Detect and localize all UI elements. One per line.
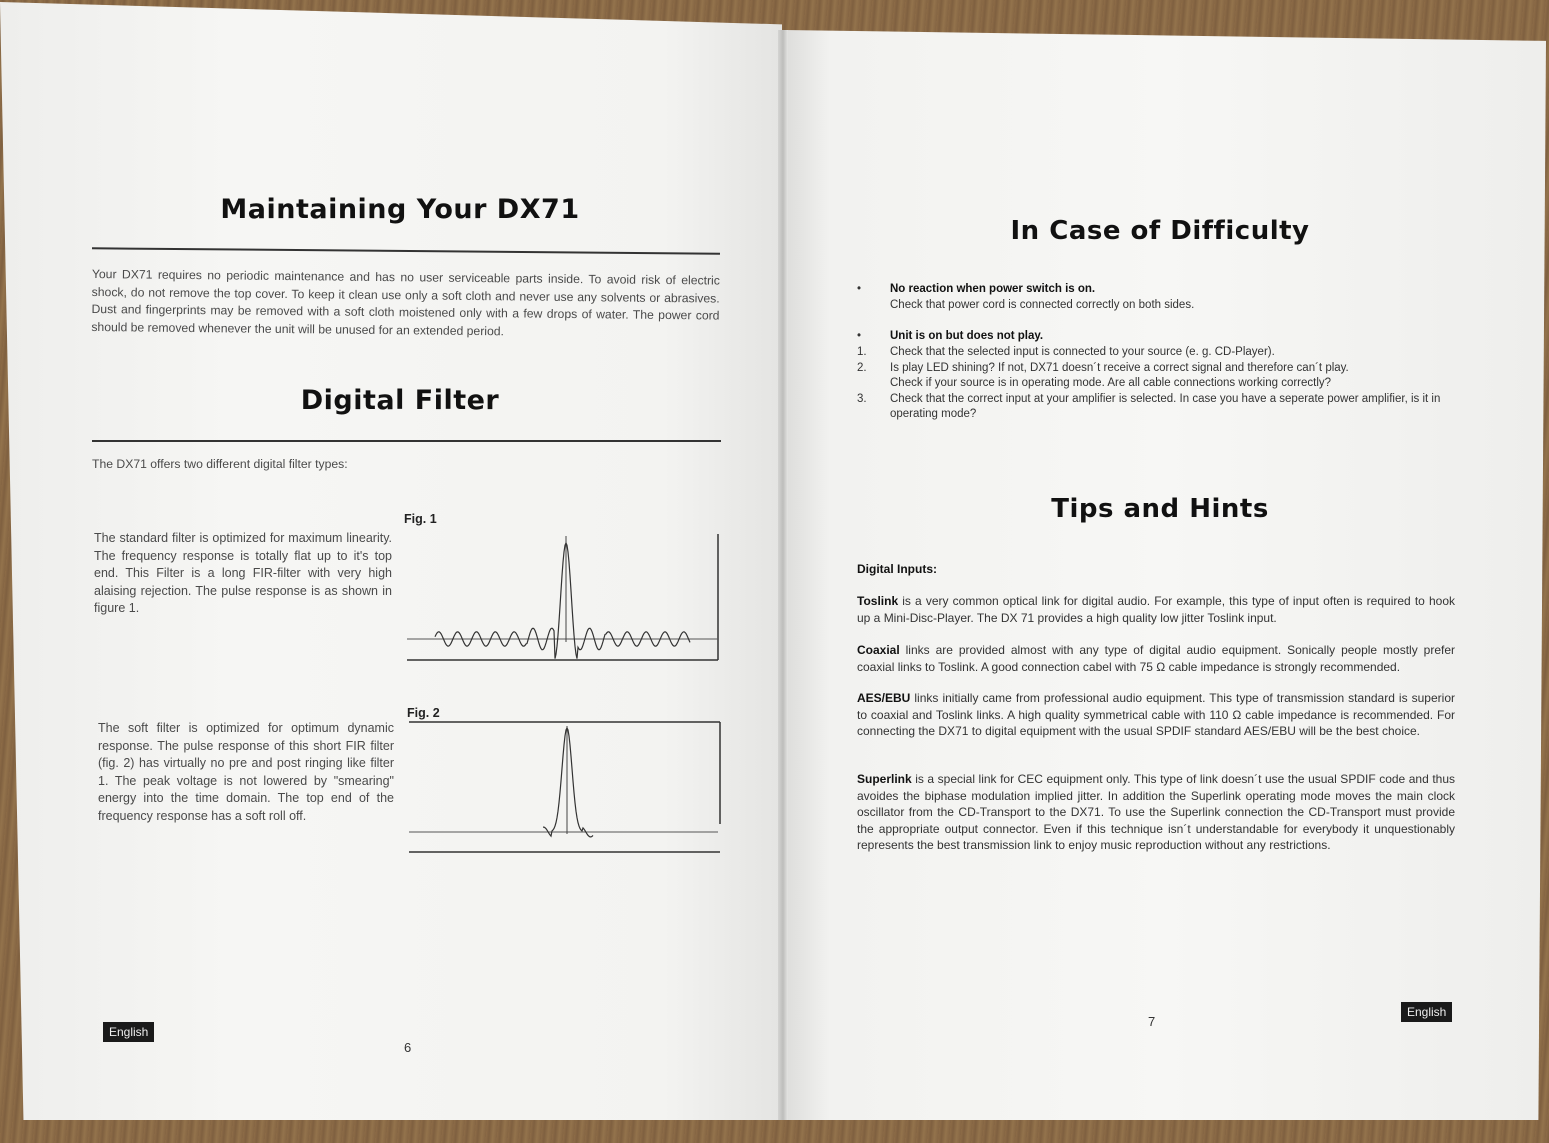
tip-toslink-title: Toslink [857, 594, 899, 608]
difficulty-item-2 [857, 329, 1497, 345]
step-text: Is play LED shining? If not, DX71 doesn´t receive a correct signal and therefore can´t play. [890, 361, 1349, 374]
difficulty-item-1-text: Check that power cord is connected correctly on both sides. [890, 299, 1195, 311]
fig2-pulse-response-plot [407, 718, 723, 856]
maintaining-text: Your DX71 requires no periodic maintenance and has no user serviceable parts inside. To avoid risk of electric shock, do not remove the top cover. To keep it clean use only a soft cloth and never use any solvents or abrasives. Dust and fingerprints may be removed with a soft cloth moistened only with a few drops of water. The power cord should be removed whenever the unit will be unused for an extended period. [91, 266, 720, 338]
step-number: 1. [857, 346, 867, 358]
language-badge-right: English [1401, 1002, 1452, 1022]
tip-coaxial-text: links are provided almost with any type of digital audio equipment. Sonically people mostly prefer coaxial links to Toslink. A good connection cabel with 75 Ω cable impedance is strongly recommended. [857, 643, 1455, 674]
step-text: Check that the correct input at your amplifier is selected. In case you have a seperate power amplifier, is it in [890, 392, 1441, 405]
page-number-right: 7 [1148, 1014, 1156, 1029]
bullet-icon: • [857, 330, 862, 342]
tip-coaxial-title: Coaxial [857, 643, 900, 657]
page-number-left: 6 [404, 1040, 412, 1055]
step-number: 3. [857, 392, 867, 405]
tip-coaxial [857, 642, 1455, 675]
tip-aes-ebu [857, 690, 1455, 740]
tip-superlink-text: is a special link for CEC equipment only. This type of link doesn´t use the usual SPDIF code and thus avoides the biphase modulation implied jitter. In addition the Superlink operating mode moves the main clock oscillator from the CD-Transport to the DX71. To use the Superlink connection the CD-Transport must provide the appropriate output connector. Even if this technique isn´t understandable for everybody it unquestionably represents the best transmission link to enjoy music reproduction without any restrictions. [857, 772, 1455, 852]
fig1-label: Fig. 1 [404, 512, 437, 526]
tips-heading: Tips and Hints [1051, 494, 1269, 524]
tip-toslink-text: is a very common optical link for digital audio. For example, this type of input often is required to hook up a Mini-Disc-Player. The DX 71 provides a high quality low jitter Toslink input. [857, 594, 1455, 625]
difficulty-step [857, 376, 1497, 391]
digital-inputs-subheading: Digital Inputs: [857, 562, 937, 576]
difficulty-step [857, 345, 1497, 360]
step-text: Check if your source is in operating mode. Are all cable connections working correctly? [890, 377, 1332, 389]
fig1-pulse-response-plot [405, 530, 723, 666]
difficulty-item-2-title: Unit is on but does not play. [890, 330, 1044, 342]
fig2-description: The soft filter is optimized for optimum dynamic response. The pulse response of this short FIR filter (fig. 2) has virtually no pre and post ringing like filter 1. The peak voltage is not lowered by "smearing" energy into the time domain. The top end of the frequency response has a soft roll off. [98, 721, 394, 823]
bullet-icon: • [857, 283, 862, 295]
digital-filter-heading: Digital Filter [300, 385, 500, 416]
tip-aes-ebu-title: AES/EBU [857, 691, 911, 705]
difficulty-heading: In Case of Difficulty [1010, 216, 1310, 246]
digital-filter-intro: The DX71 offers two different digital filter types: [92, 457, 348, 471]
fig2-label: Fig. 2 [407, 706, 440, 720]
difficulty-step [857, 361, 1497, 376]
step-text: Check that the selected input is connected to your source (e. g. CD-Player). [890, 346, 1275, 358]
difficulty-step [857, 407, 1497, 422]
step-number: 2. [857, 361, 867, 374]
tip-superlink-title: Superlink [857, 772, 912, 786]
step-text: operating mode? [890, 408, 977, 420]
tip-superlink [857, 771, 1455, 854]
maintaining-heading: Maintaining Your DX71 [220, 194, 580, 225]
booklet-spine [778, 30, 788, 1120]
fig1-description: The standard filter is optimized for maximum linearity. The frequency response is totally flat up to it's top end. This Filter is a long FIR-filter with very high alaising rejection. The pulse response is as shown in figure 1. [94, 531, 392, 615]
difficulty-item-1-title: No reaction when power switch is on. [890, 283, 1096, 295]
difficulty-item-1 [857, 282, 1497, 314]
digital-filter-rule [92, 440, 721, 442]
difficulty-step [857, 392, 1497, 407]
tip-aes-ebu-text: links initially came from professional audio equipment. This type of transmission standard is superior to coaxial and Toslink links. A high quality symmetrical cable with 110 Ω cable impedance is recommended. For connecting the DX71 to digital equipment with the usual SPDIF standard AES/EBU will be the best choice. [857, 691, 1455, 738]
language-badge-left: English [103, 1022, 154, 1042]
tip-toslink [857, 593, 1455, 626]
